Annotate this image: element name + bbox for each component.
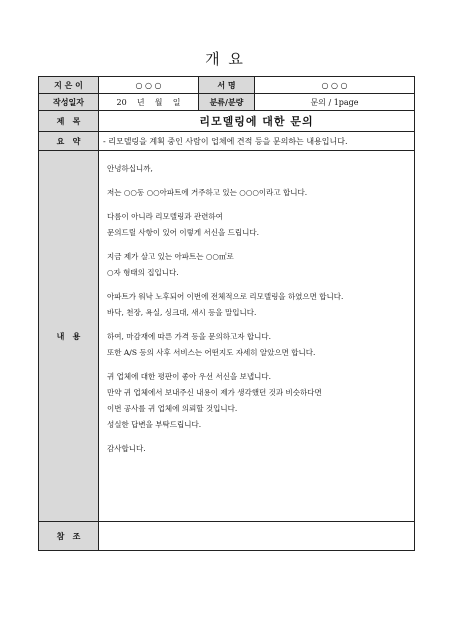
content-label: 내 용 [39,151,99,522]
content-line [107,281,406,289]
content-line: 지금 제가 살고 있는 아파트는 ○○㎡로 [107,252,234,261]
content-line: 이번 공사를 귀 업체에 의뢰할 것입니다. [107,404,238,413]
content-line: 저는 ○○동 ○○아파트에 거주하고 있는 ○○○이라고 합니다. [107,188,308,197]
content-line: 하여, 마감재에 따른 가격 등을 문의하고자 합니다. [107,332,271,341]
content-line: 성실한 답변을 부탁드립니다. [107,420,202,429]
reference-label: 참 조 [39,522,99,551]
content-line [107,201,406,209]
content-line: ○자 형태의 집입니다. [107,268,179,277]
content-line: 감사합니다. [107,444,146,453]
content-lines [103,151,410,457]
category-label: 분류/분량 [199,94,255,111]
author-label: 지 은 이 [39,77,99,94]
overview-table [38,76,415,551]
summary-label: 요 약 [39,132,99,151]
date-label: 작성일자 [39,94,99,111]
date-value: 20 년 월 일 [99,94,199,111]
content-line [107,177,406,185]
author-value: ○ ○ ○ [99,77,199,94]
content-line: 귀 업체에 대한 평판이 좋아 우선 서신을 보냅니다. [107,372,271,381]
signature-value: ○ ○ ○ [255,77,415,94]
category-value: 문의 / 1page [255,94,415,111]
content-line: 문의드릴 사항이 있어 이렇게 서신을 드립니다. [107,228,259,237]
content-line: 만약 귀 업체에서 보내주신 내용이 제가 생각했던 것과 비슷하다면 [107,388,322,397]
content-line: 바닥, 천장, 욕실, 싱크대, 새시 등을 말입니다. [107,308,257,317]
document-title: 개 요 [205,50,245,68]
signature-label: 서 명 [199,77,255,94]
content-line [107,321,406,329]
content-line [107,433,406,441]
content-body [99,151,415,522]
content-line: 안녕하십니까, [107,164,153,173]
content-line: 또한 A/S 등의 사후 서비스는 어떤지도 자세히 알았으면 합니다. [107,348,316,357]
content-line [107,361,406,369]
subject-value: 리모델링에 대한 문의 [99,111,415,132]
reference-value [99,522,415,551]
content-line [107,241,406,249]
summary-value: - 리모델링을 계획 중인 사람이 업체에 견적 등을 문의하는 내용입니다. [99,132,415,151]
content-line: 다름이 아니라 리모델링과 관련하여 [107,212,223,221]
subject-label: 제 목 [39,111,99,132]
content-line: 아파트가 워낙 노후되어 이번에 전체적으로 리모델링을 하였으면 합니다. [107,292,344,301]
